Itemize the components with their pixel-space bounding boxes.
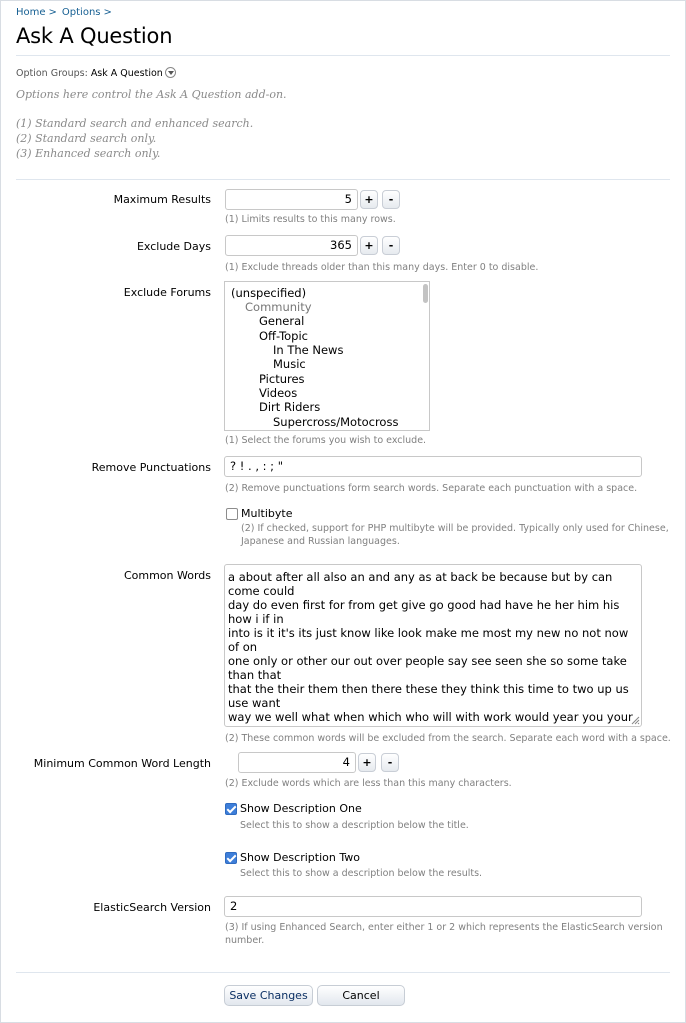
min-word-length-hint: (2) Exclude words which are less than this many characters. <box>225 778 512 789</box>
intro-description: Options here control the Ask A Question add-on. <box>16 88 287 101</box>
common-words-line: way we well what when which who will with work would year you your <box>228 710 633 724</box>
max-results-label: Maximum Results <box>113 193 211 206</box>
forum-option-general[interactable]: General <box>259 314 305 328</box>
remove-punctuations-input[interactable]: ? ! . , : ; " <box>224 456 642 477</box>
common-words-line: one only or other our out over people say see seen she so some take than that <box>228 654 627 682</box>
es-version-hint-line-1: (3) If using Enhanced Search, enter either 1 or 2 which represents the ElasticSearch version <box>225 922 663 933</box>
common-words-line: a about after all also an and any as at back be because but by can come could <box>228 570 613 598</box>
min-word-length-input[interactable]: 4 <box>238 752 356 773</box>
common-words-hint: (2) These common words will be excluded from the search. Separate each word with a space. <box>225 733 671 744</box>
min-word-length-increment-button[interactable]: + <box>358 753 376 772</box>
forum-option-unspecified[interactable]: (unspecified) <box>231 286 307 300</box>
common-words-line: into is it it's its just know like look make me most my new no not now of on <box>228 626 629 654</box>
breadcrumb-home-link[interactable]: Home <box>16 7 46 18</box>
multibyte-hint-line-1: (2) If checked, support for PHP multibyte will be provided. Typically only used for Chinese, <box>241 523 669 534</box>
remove-punctuations-label: Remove Punctuations <box>91 461 211 474</box>
max-results-hint: (1) Limits results to this many rows. <box>225 214 396 225</box>
max-results-input[interactable]: 5 <box>225 189 358 210</box>
intro-divider <box>16 179 670 180</box>
multibyte-label[interactable]: Multibyte <box>241 507 293 520</box>
forum-option-music[interactable]: Music <box>273 357 306 371</box>
min-word-length-decrement-button[interactable]: - <box>381 753 399 772</box>
title-divider <box>16 55 670 56</box>
intro-line-1: (1) Standard search and enhanced search. <box>16 117 254 130</box>
forum-option-videos[interactable]: Videos <box>259 386 298 400</box>
breadcrumb <box>16 7 117 18</box>
multibyte-hint-line-2: Japanese and Russian languages. <box>241 536 400 547</box>
breadcrumb-separator: > <box>48 7 57 18</box>
breadcrumb-separator: > <box>103 7 112 18</box>
exclude-days-increment-button[interactable]: + <box>360 236 378 255</box>
show-description-one-label[interactable]: Show Description One <box>240 802 362 815</box>
common-words-line: day do even first for from get give go good had have he her him his how i if in <box>228 598 620 626</box>
exclude-days-decrement-button[interactable]: - <box>382 236 400 255</box>
option-groups <box>16 67 176 79</box>
page-title: Ask A Question <box>16 24 173 48</box>
common-words-line: that the their them then there these they think this time to two up us use want <box>228 682 629 710</box>
show-description-one-checkbox[interactable] <box>225 803 237 815</box>
footer-divider <box>16 972 670 973</box>
listbox-scrollbar[interactable] <box>423 284 428 303</box>
es-version-hint-line-2: number. <box>225 935 265 946</box>
show-description-two-hint: Select this to show a description below the results. <box>240 868 483 879</box>
resize-grip-icon[interactable] <box>631 716 640 725</box>
multibyte-checkbox[interactable] <box>226 508 238 520</box>
exclude-days-hint: (1) Exclude threads older than this many days. Enter 0 to disable. <box>225 262 539 273</box>
exclude-days-input[interactable]: 365 <box>225 235 358 256</box>
forum-option-group-community: Community <box>245 300 312 314</box>
remove-punctuations-hint: (2) Remove punctuations form search words. Separate each punctuation with a space. <box>225 483 638 494</box>
cancel-button[interactable]: Cancel <box>317 985 405 1006</box>
forum-option-pictures[interactable]: Pictures <box>259 372 305 386</box>
show-description-one-hint: Select this to show a description below the title. <box>240 820 469 831</box>
max-results-decrement-button[interactable]: - <box>382 190 400 209</box>
common-words-label: Common Words <box>123 569 211 582</box>
exclude-forums-listbox[interactable] <box>224 281 430 431</box>
exclude-days-label: Exclude Days <box>136 240 211 253</box>
max-results-increment-button[interactable]: + <box>360 190 378 209</box>
forum-option-off-topic[interactable]: Off-Topic <box>259 329 308 343</box>
intro-line-2: (2) Standard search only. <box>16 132 157 145</box>
exclude-forums-label: Exclude Forums <box>123 286 211 299</box>
forum-option-dirt-riders[interactable]: Dirt Riders <box>259 400 321 414</box>
intro-line-3: (3) Enhanced search only. <box>16 147 161 160</box>
breadcrumb-options-link[interactable]: Options <box>61 7 101 18</box>
es-version-label: ElasticSearch Version <box>93 901 211 914</box>
option-groups-value[interactable]: Ask A Question <box>90 68 163 79</box>
show-description-two-checkbox[interactable] <box>225 852 237 864</box>
common-words-textarea[interactable] <box>224 564 642 727</box>
forum-option-supercross-motocross[interactable]: Supercross/Motocross <box>273 415 399 429</box>
show-description-two-label[interactable]: Show Description Two <box>240 851 360 864</box>
min-word-length-label: Minimum Common Word Length <box>33 757 211 770</box>
chevron-down-icon[interactable] <box>165 67 176 78</box>
exclude-forums-hint: (1) Select the forums you wish to exclude. <box>225 435 427 446</box>
forum-option-in-the-news[interactable]: In The News <box>273 343 344 357</box>
es-version-input[interactable]: 2 <box>224 896 642 917</box>
save-changes-button[interactable]: Save Changes <box>224 985 313 1006</box>
option-groups-label: Option Groups: <box>16 68 88 79</box>
